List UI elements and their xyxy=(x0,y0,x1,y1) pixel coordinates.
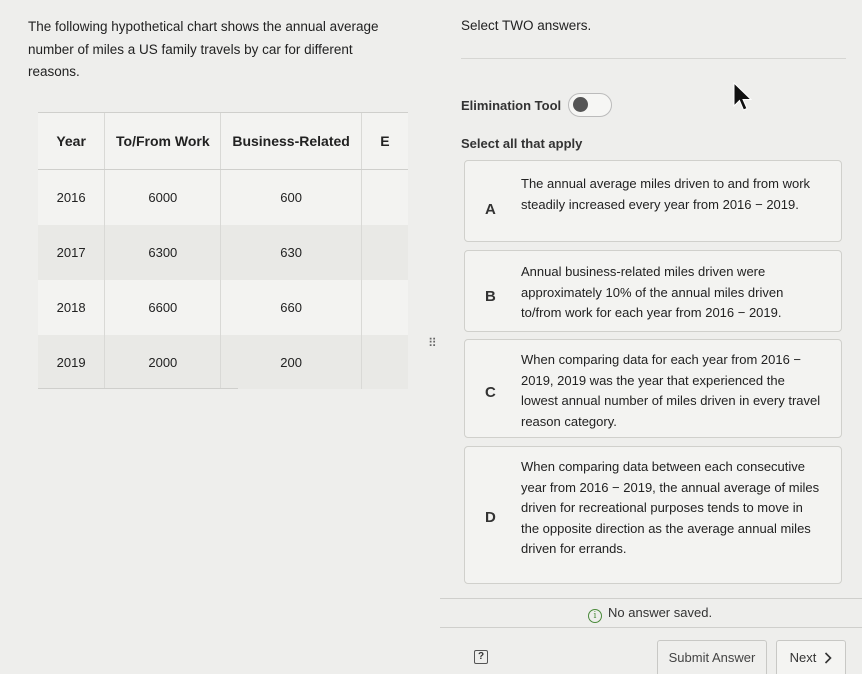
option-letter: C xyxy=(485,384,496,401)
info-icon: i xyxy=(588,609,602,623)
next-button[interactable] xyxy=(776,640,846,674)
answer-option-b[interactable] xyxy=(464,250,842,332)
option-letter: B xyxy=(485,288,496,305)
submit-answer-button[interactable]: Submit Answer xyxy=(657,640,767,674)
answer-option-c[interactable] xyxy=(464,339,842,438)
table-header-row xyxy=(38,113,408,170)
cell-year: 2016 xyxy=(38,170,105,226)
cell-e xyxy=(361,225,408,280)
header-year: Year xyxy=(38,113,105,170)
data-table xyxy=(38,112,408,389)
mouse-cursor-icon xyxy=(733,82,753,112)
drag-handle-icon[interactable]: ⠿ xyxy=(428,336,436,350)
instruction-text: Select TWO answers. xyxy=(461,18,592,33)
cell-work: 6300 xyxy=(105,225,221,280)
answer-status xyxy=(588,605,712,623)
option-text: When comparing data between each consecutive year from 2016 − 2019, the annual average of miles driven for recreational purposes tends to move in the opposite direction as the average annual miles driven for errands. xyxy=(521,459,820,556)
table-row xyxy=(38,225,408,280)
status-text: No answer saved. xyxy=(608,605,713,620)
option-text: Annual business-related miles driven were approximately 10% of the annual miles driven to/from work for each year from 2016 − 2019. xyxy=(521,264,784,320)
option-text: When comparing data for each year from 2016 − 2019, 2019 was the year that experienced the lowest annual number of miles driven in every travel reason category. xyxy=(521,352,821,429)
cell-year: 2019 xyxy=(38,335,105,389)
elimination-tool-label: Elimination Tool xyxy=(461,98,562,113)
option-letter: D xyxy=(485,509,496,526)
cell-business: 630 xyxy=(221,225,361,280)
cell-work: 6600 xyxy=(105,280,221,335)
table-row xyxy=(38,170,408,226)
cell-e xyxy=(361,335,408,389)
option-letter: A xyxy=(485,201,496,218)
cell-work: 6000 xyxy=(105,170,221,226)
table-row xyxy=(38,280,408,335)
header-truncated-e: E xyxy=(361,113,408,170)
divider xyxy=(461,58,846,59)
divider xyxy=(440,627,862,628)
cell-year: 2018 xyxy=(38,280,105,335)
help-icon[interactable]: ? xyxy=(474,650,488,664)
cell-business: 600 xyxy=(221,170,361,226)
cell-year: 2017 xyxy=(38,225,105,280)
table-row xyxy=(38,335,408,389)
question-passage: The following hypothetical chart shows the annual average number of miles a US family travels by car for different reasons. xyxy=(28,19,379,79)
next-label: Next xyxy=(789,650,817,665)
answer-option-a[interactable] xyxy=(464,160,842,242)
option-text: The annual average miles driven to and from work steadily increased every year from 2016 − 2019. xyxy=(521,176,811,212)
cell-business: 660 xyxy=(221,280,361,335)
cell-business: 200 xyxy=(221,335,361,389)
divider xyxy=(440,598,862,599)
cell-work: 2000 xyxy=(105,335,221,389)
header-business-related: Business-Related xyxy=(221,113,361,170)
header-to-from-work: To/From Work xyxy=(105,113,221,170)
elimination-tool-toggle[interactable] xyxy=(568,93,612,117)
select-all-label: Select all that apply xyxy=(461,136,583,151)
cell-e xyxy=(361,280,408,335)
chevron-right-icon xyxy=(824,652,832,664)
answer-option-d[interactable] xyxy=(464,446,842,584)
toggle-knob xyxy=(573,97,588,112)
table-divider xyxy=(38,388,238,389)
cell-e xyxy=(361,170,408,226)
